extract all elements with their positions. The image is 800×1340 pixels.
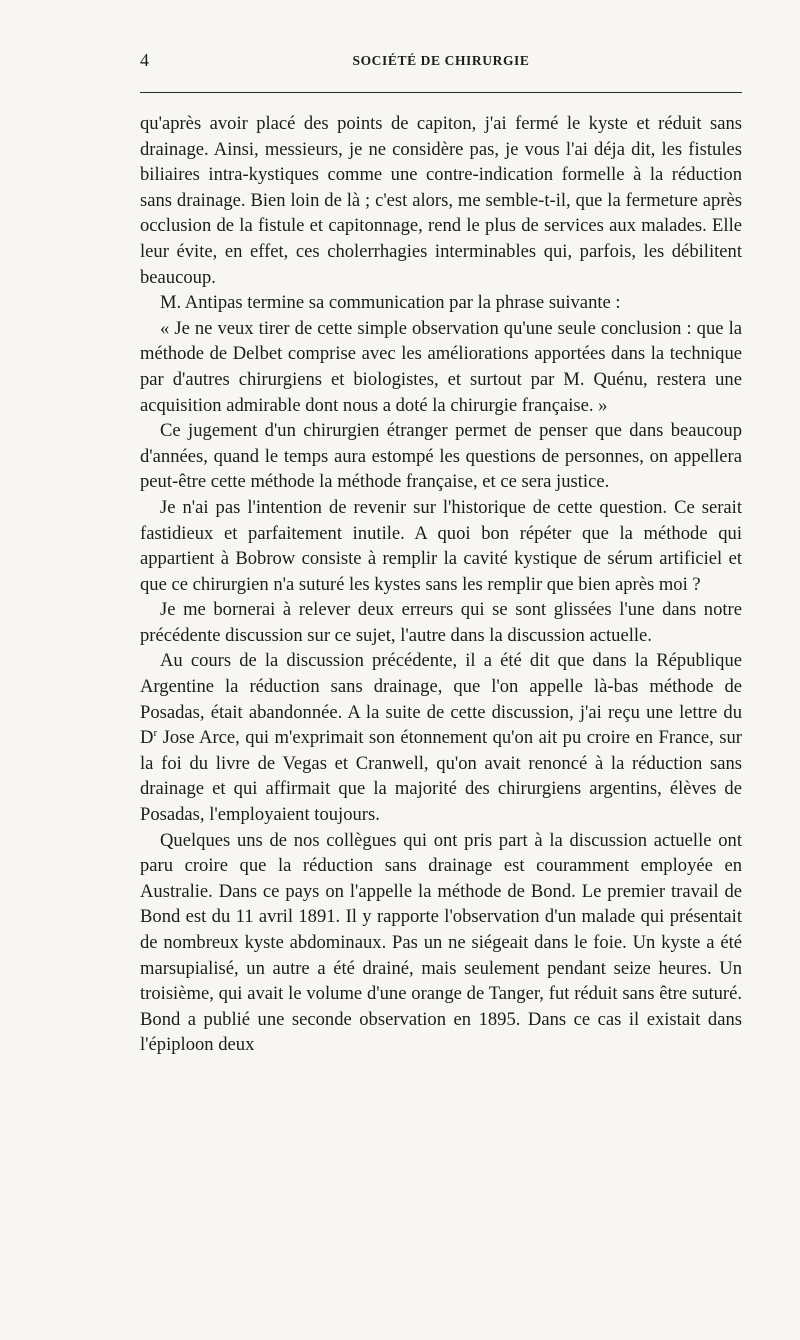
paragraph-4: Ce jugement d'un chirurgien étranger permet de penser que dans beaucoup d'années, quand le temps aura estompé les questions de personnes, on appellera peut-être cette méthode la méthode française, et ce sera justice. — [140, 420, 742, 493]
page-number: 4 — [140, 50, 149, 70]
paragraph-8: Quelques uns de nos collègues qui ont pris part à la discussion actuelle ont paru croire que la réduction sans drainage est couramment employée en Australie. Dans ce pays on l'appelle la méthode de Bond. Le premier travail de Bond est du 11 avril 1891. Il y rapporte l'observation d'un malade qui présentait de nombreux kyste abdominaux. Pas un ne siégeait dans le foie. Un kyste a été marsupialisé, un autre a été drainé, mais seulement pendant seize heures. Un troisième, qui avait le volume d'une orange de Tanger, fut réduit sans être suturé. Bond a publié une seconde observation en 1895. Dans ce cas il existait dans l'épiploon deux — [140, 829, 742, 1056]
header-title: SOCIÉTÉ DE CHIRURGIE — [352, 53, 530, 68]
paragraph-7-text-after: Jose Arce, qui m'exprimait son étonnement qu'on ait pu croire en France, sur la foi du livre de Vegas et Cranwell, qu'on avait renoncé à la réduction sans drainage et qui affirmait que la majorité des chirurgiens argentins, élèves de Posadas, l'employaient toujours. — [140, 727, 742, 826]
book-page — [140, 48, 742, 1058]
paragraph-2: M. Antipas termine sa communication par la phrase suivante : — [160, 292, 621, 314]
paragraph-5: Je n'ai pas l'intention de revenir sur l'historique de cette question. Ce serait fastidieux et parfaitement inutile. A quoi bon répéter que la méthode qui appartient à Bobrow consiste à remplir la cavité kystique de sérum artificiel et que ce chirurgien n'a suturé les kystes sans les remplir que bien après moi ? — [140, 496, 742, 595]
paragraph-3-quote: « Je ne veux tirer de cette simple observation qu'une seule conclusion : que la méthode de Delbet comprise avec les améliorations apportées dans la technique par d'autres chirurgiens et biologistes, et surtout par M. Quénu, restera une acquisition admirable dont nous a doté la chirurgie française. » — [140, 317, 742, 416]
paragraph-7-text-before: Au cours de la discussion précédente, il a été dit que dans la République Argentine la réduction sans drainage, que l'on appelle là-bas méthode de Posadas, était abandonnée. A la suite de cette discussion, j'ai reçu une lettre du D — [140, 650, 742, 749]
body-text — [140, 111, 742, 1058]
paragraph-7 — [140, 648, 742, 827]
paragraph-1: qu'après avoir placé des points de capiton, j'ai fermé le kyste et réduit sans drainage. Ainsi, messieurs, je ne considère pas, je vous l'ai déja dit, les fistules biliaires intra-kystiques comme une contre-indication formelle à la réduction sans drainage. Bien loin de là ; c'est alors, me semble-t-il, que la fermeture après occlusion de la fistule et capitonnage, rend le plus de services aux malades. Elle leur évite, en effet, ces cholerrhagies interminables qui, parfois, les débilitent beaucoup. — [140, 113, 742, 288]
header-rule — [140, 92, 742, 93]
doctor-abbrev-superscript: r — [153, 727, 158, 740]
paragraph-6: Je me bornerai à relever deux erreurs qui se sont glissées l'une dans notre précédente discussion sur ce sujet, l'autre dans la discussion actuelle. — [140, 599, 742, 646]
running-header — [140, 48, 742, 76]
